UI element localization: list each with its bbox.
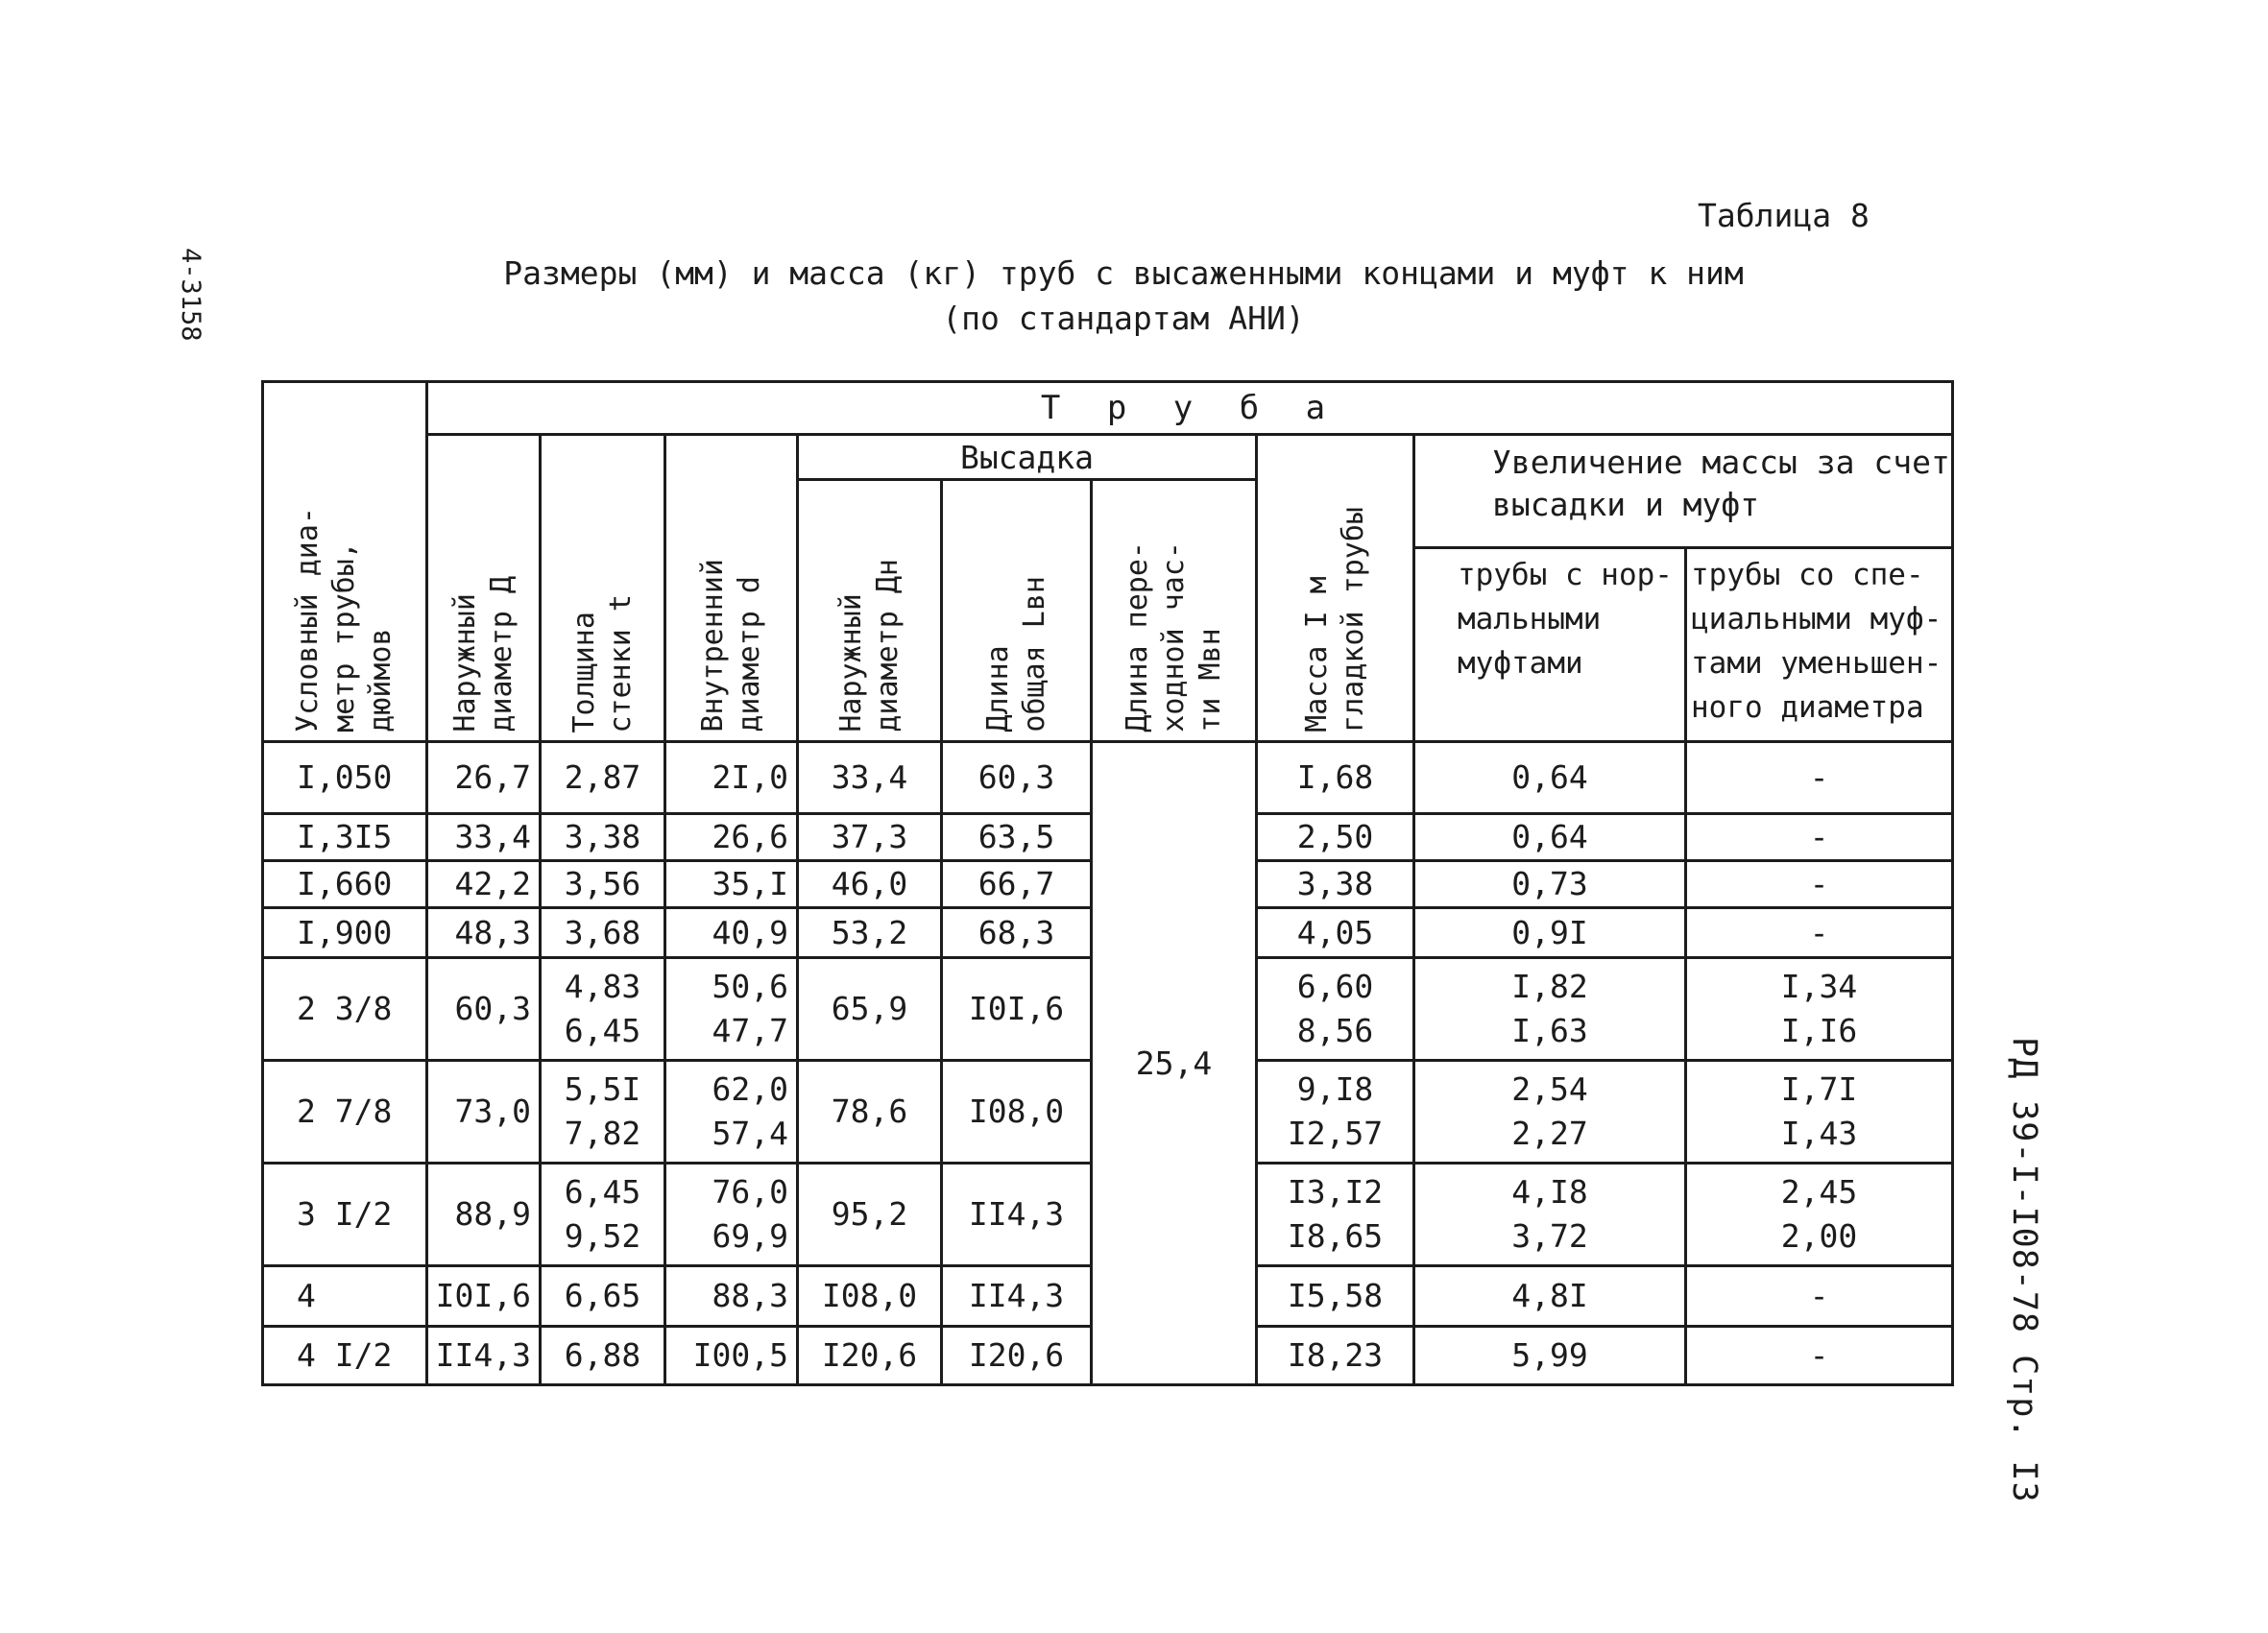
document-code-left: 4-3158 <box>176 248 205 342</box>
col-outer-diameter: Наружный диаметр Д <box>427 435 541 742</box>
col-mass-per-meter: Масса I м гладкой трубы <box>1257 435 1414 742</box>
mass-increase-header: Увеличение массы за счет высадки и муфт <box>1414 435 1953 548</box>
table-row: I,900 48,3 3,68 40,9 53,2 68,3 4,05 0,9I - <box>263 908 1953 958</box>
table-row: 4 I0I,6 6,65 88,3 I08,0 II4,3 I5,58 4,8I - <box>263 1266 1953 1327</box>
col-wall-thickness: Толщина стенки t <box>541 435 665 742</box>
table-row: I,050 26,7 2,87 2I,0 33,4 60,3 25,4 I,68 0,64 - <box>263 742 1953 814</box>
table-row: I,3I5 33,4 3,38 26,6 37,3 63,5 2,50 0,64 - <box>263 814 1953 861</box>
table-row: 4 I/2 II4,3 6,88 I00,5 I20,6 I20,6 I8,23 5,99 - <box>263 1327 1953 1385</box>
upset-header: Высадка <box>798 435 1257 480</box>
pipe-header: Т р у б а <box>427 382 1953 435</box>
col-nominal-diameter: Условный диа- метр трубы, дюймов <box>263 382 427 742</box>
col-transition-length: Длина пере- ходной час- ти Mвн <box>1092 480 1257 742</box>
table-row: I,660 42,2 3,56 35,I 46,0 66,7 3,38 0,73 - <box>263 861 1953 908</box>
col-special-couplings: трубы со спе- циальными муф- тами уменьшен- ного диаметра <box>1686 548 1953 742</box>
col-upset-outer-diameter: Наружный диаметр Дн <box>798 480 942 742</box>
table-title: Размеры (мм) и масса (кг) труб с высаженными концами и муфт к ним <box>503 254 1744 292</box>
transition-length-value: 25,4 <box>1092 742 1257 1385</box>
table-row: 3 I/2 88,9 6,45 9,52 76,0 69,9 95,2 II4,3 I3,I2 I8,65 4,I8 3,72 2,45 2,00 <box>263 1164 1953 1266</box>
col-upset-total-length: Длина общая Lвн <box>942 480 1092 742</box>
col-inner-diameter: Внутренний диаметр d <box>665 435 798 742</box>
table-number: Таблица 8 <box>1698 197 1870 234</box>
table-row: 2 3/8 60,3 4,83 6,45 50,6 47,7 65,9 I0I,6 6,60 8,56 I,82 I,63 I,34 I,I6 <box>263 958 1953 1061</box>
pipe-dimensions-table <box>261 380 1954 1386</box>
col-normal-couplings: трубы с нор- мальными муфтами <box>1414 548 1686 742</box>
table-subtitle: (по стандартам АНИ) <box>942 300 1305 337</box>
document-code-right: РД 39-I-I08-78 Стр. I3 <box>2005 1037 2043 1503</box>
table-body <box>263 742 1953 1385</box>
table-row: 2 7/8 73,0 5,5I 7,82 62,0 57,4 78,6 I08,0 9,I8 I2,57 2,54 2,27 I,7I I,43 <box>263 1061 1953 1164</box>
